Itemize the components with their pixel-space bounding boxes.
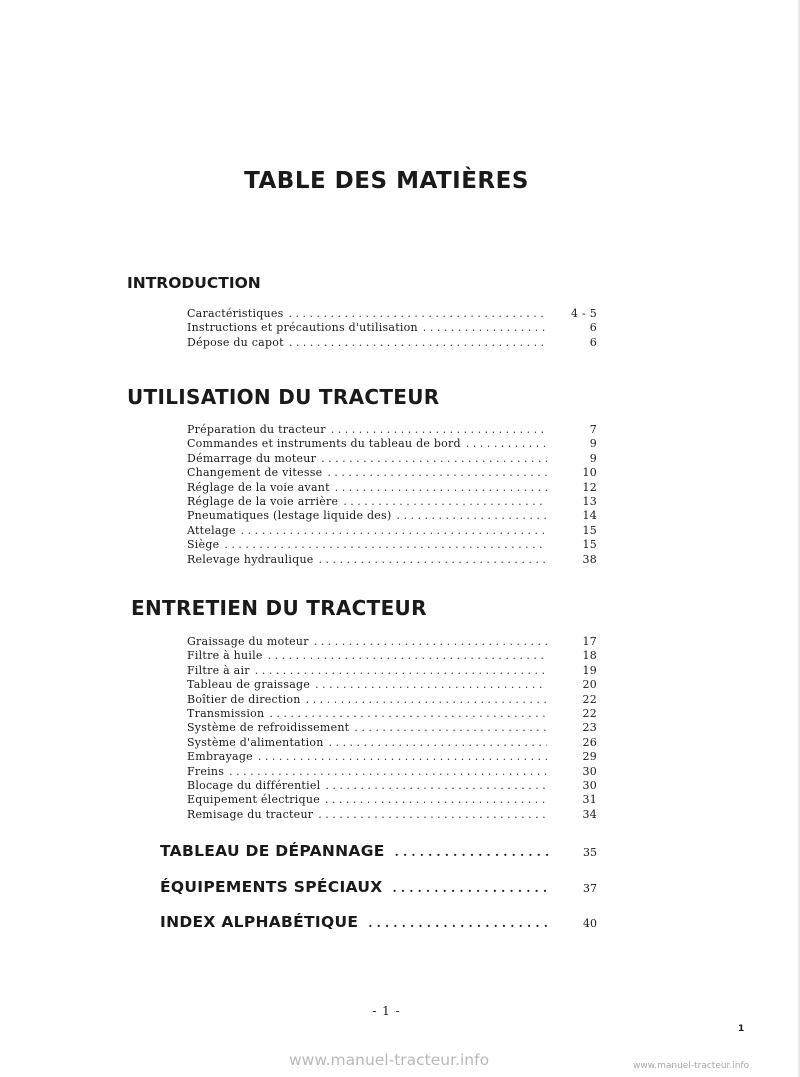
major-entry-label: INDEX ALPHABÉTIQUE <box>160 913 359 931</box>
toc-entry-label: Instructions et précautions d'utilisation <box>187 321 418 335</box>
toc-entry <box>187 452 597 466</box>
toc-entry-page: 15 <box>582 538 597 552</box>
toc-entry-label: Changement de vitesse <box>187 466 323 480</box>
toc-entry <box>187 765 597 779</box>
toc-entry-label: Freins <box>187 764 225 778</box>
toc-entry <box>187 793 597 807</box>
toc-entry <box>187 721 597 735</box>
dot-leader <box>395 845 551 859</box>
toc-entry <box>187 321 597 335</box>
toc-entry-page: 13 <box>582 494 597 508</box>
dot-leader <box>368 916 551 930</box>
toc-entry-label: Blocage du différentiel <box>187 778 321 792</box>
dot-leader <box>314 635 547 649</box>
dot-leader <box>289 307 547 321</box>
toc-entry-page: 22 <box>582 692 597 706</box>
toc-entry <box>187 336 597 350</box>
toc-entry-page: 7 <box>589 423 597 436</box>
dot-leader <box>268 649 547 663</box>
toc-entry-label: Filtre à huile <box>187 649 263 663</box>
dot-leader <box>325 779 547 793</box>
toc-entry-page: 6 <box>589 335 597 349</box>
toc-entry <box>187 495 597 509</box>
toc-entry-page: 9 <box>589 451 597 465</box>
toc-list-entretien <box>187 635 597 822</box>
toc-entry-page: 23 <box>582 721 597 735</box>
toc-entry-page: 29 <box>582 750 597 764</box>
dot-leader <box>229 765 547 779</box>
toc-entry-label: Démarrage du moteur <box>187 451 317 465</box>
toc-entry-label: Tableau de graissage <box>187 678 311 692</box>
toc-list-introduction <box>187 307 597 350</box>
toc-entry <box>187 509 597 523</box>
toc-entry-label: Boîtier de direction <box>187 692 301 706</box>
dot-leader <box>343 495 547 509</box>
toc-entry <box>187 707 597 721</box>
toc-entry-page: 17 <box>582 635 597 648</box>
toc-entry-page: 26 <box>582 735 597 749</box>
major-entry-label: TABLEAU DE DÉPANNAGE <box>160 842 385 860</box>
toc-entry-label: Filtre à air <box>187 663 250 677</box>
dot-leader <box>325 793 547 807</box>
toc-entry-page: 31 <box>582 793 597 807</box>
toc-entry-label: Remisage du tracteur <box>187 807 314 821</box>
dot-leader <box>269 707 547 721</box>
major-entry-page: 40 <box>583 917 597 930</box>
dot-leader <box>289 336 547 350</box>
dot-leader <box>327 466 547 480</box>
toc-entry-label: Réglage de la voie arrière <box>187 494 339 508</box>
toc-entry <box>187 466 597 480</box>
toc-entry-label: Commandes et instruments du tableau de bord <box>187 437 461 451</box>
dot-leader <box>241 524 547 538</box>
toc-entry <box>187 678 597 692</box>
toc-entry-page: 9 <box>589 437 597 451</box>
section-heading-entretien: ENTRETIEN DU TRACTEUR <box>131 596 427 620</box>
toc-entry-page: 30 <box>582 778 597 792</box>
toc-entry-label: Réglage de la voie avant <box>187 480 330 494</box>
major-entries-list <box>160 842 597 949</box>
dot-leader <box>466 437 547 451</box>
major-entry-equipements <box>160 878 597 914</box>
toc-entry-page: 6 <box>589 321 597 335</box>
dot-leader <box>329 736 547 750</box>
toc-entry <box>187 538 597 552</box>
section-heading-introduction: INTRODUCTION <box>127 274 261 292</box>
dot-leader <box>423 321 547 335</box>
watermark: www.manuel-tracteur.info <box>289 1051 490 1069</box>
dot-leader <box>258 750 547 764</box>
dot-leader <box>318 808 547 822</box>
toc-entry-page: 4 - 5 <box>571 307 597 320</box>
toc-entry <box>187 736 597 750</box>
toc-entry-label: Equipement électrique <box>187 793 320 807</box>
toc-entry-label: Graissage du moteur <box>187 635 309 648</box>
dot-leader <box>354 721 547 735</box>
toc-entry-page: 18 <box>582 649 597 663</box>
toc-entry <box>187 307 597 321</box>
dot-leader <box>319 553 547 567</box>
toc-entry <box>187 423 597 437</box>
toc-entry-page: 19 <box>582 663 597 677</box>
toc-entry <box>187 481 597 495</box>
toc-entry-label: Siège <box>187 538 220 552</box>
dot-leader <box>224 538 547 552</box>
major-entry-label: ÉQUIPEMENTS SPÉCIAUX <box>160 877 383 896</box>
major-entry-page: 37 <box>583 881 597 895</box>
toc-entry <box>187 779 597 793</box>
toc-entry-label: Dépose du capot <box>187 335 284 349</box>
toc-entry-page: 14 <box>582 509 597 523</box>
toc-entry-page: 34 <box>582 807 597 821</box>
major-entry-page: 35 <box>583 846 597 859</box>
toc-entry-page: 10 <box>582 466 597 480</box>
dot-leader <box>393 881 552 895</box>
toc-entry-label: Caractéristiques <box>187 307 284 320</box>
section-heading-utilisation: UTILISATION DU TRACTEUR <box>127 385 440 409</box>
toc-entry <box>187 524 597 538</box>
major-entry-depannage <box>160 842 597 878</box>
page-number: - 1 - <box>372 1004 401 1018</box>
toc-entry-label: Pneumatiques (lestage liquide des) <box>187 509 392 523</box>
major-entry-index <box>160 913 597 949</box>
dot-leader <box>315 678 547 692</box>
dot-leader <box>335 481 547 495</box>
toc-list-utilisation <box>187 423 597 567</box>
toc-entry-page: 15 <box>582 523 597 537</box>
toc-entry <box>187 693 597 707</box>
toc-entry-label: Attelage <box>187 523 236 537</box>
toc-entry <box>187 664 597 678</box>
toc-entry-label: Système de refroidissement <box>187 721 350 735</box>
toc-entry <box>187 649 597 663</box>
toc-entry <box>187 808 597 822</box>
dot-leader <box>306 693 547 707</box>
toc-entry-label: Transmission <box>187 706 265 720</box>
toc-entry-page: 22 <box>582 706 597 720</box>
toc-entry-page: 12 <box>582 480 597 494</box>
toc-entry-label: Embrayage <box>187 750 253 764</box>
toc-entry-page: 38 <box>582 552 597 566</box>
dot-leader <box>331 423 547 437</box>
toc-entry-label: Système d'alimentation <box>187 735 324 749</box>
dot-leader <box>255 664 547 678</box>
toc-entry-label: Relevage hydraulique <box>187 552 314 566</box>
toc-entry <box>187 553 597 567</box>
dot-leader <box>321 452 547 466</box>
toc-entry-page: 20 <box>582 678 597 692</box>
toc-entry-page: 30 <box>582 764 597 778</box>
dot-leader <box>397 509 548 523</box>
corner-page-number: 1 <box>738 1024 745 1034</box>
toc-entry <box>187 750 597 764</box>
toc-entry <box>187 437 597 451</box>
watermark-small: www.manuel-tracteur.info <box>633 1061 750 1071</box>
toc-entry-label: Préparation du tracteur <box>187 423 326 436</box>
toc-entry <box>187 635 597 649</box>
page-title: TABLE DES MATIÈRES <box>244 168 529 194</box>
